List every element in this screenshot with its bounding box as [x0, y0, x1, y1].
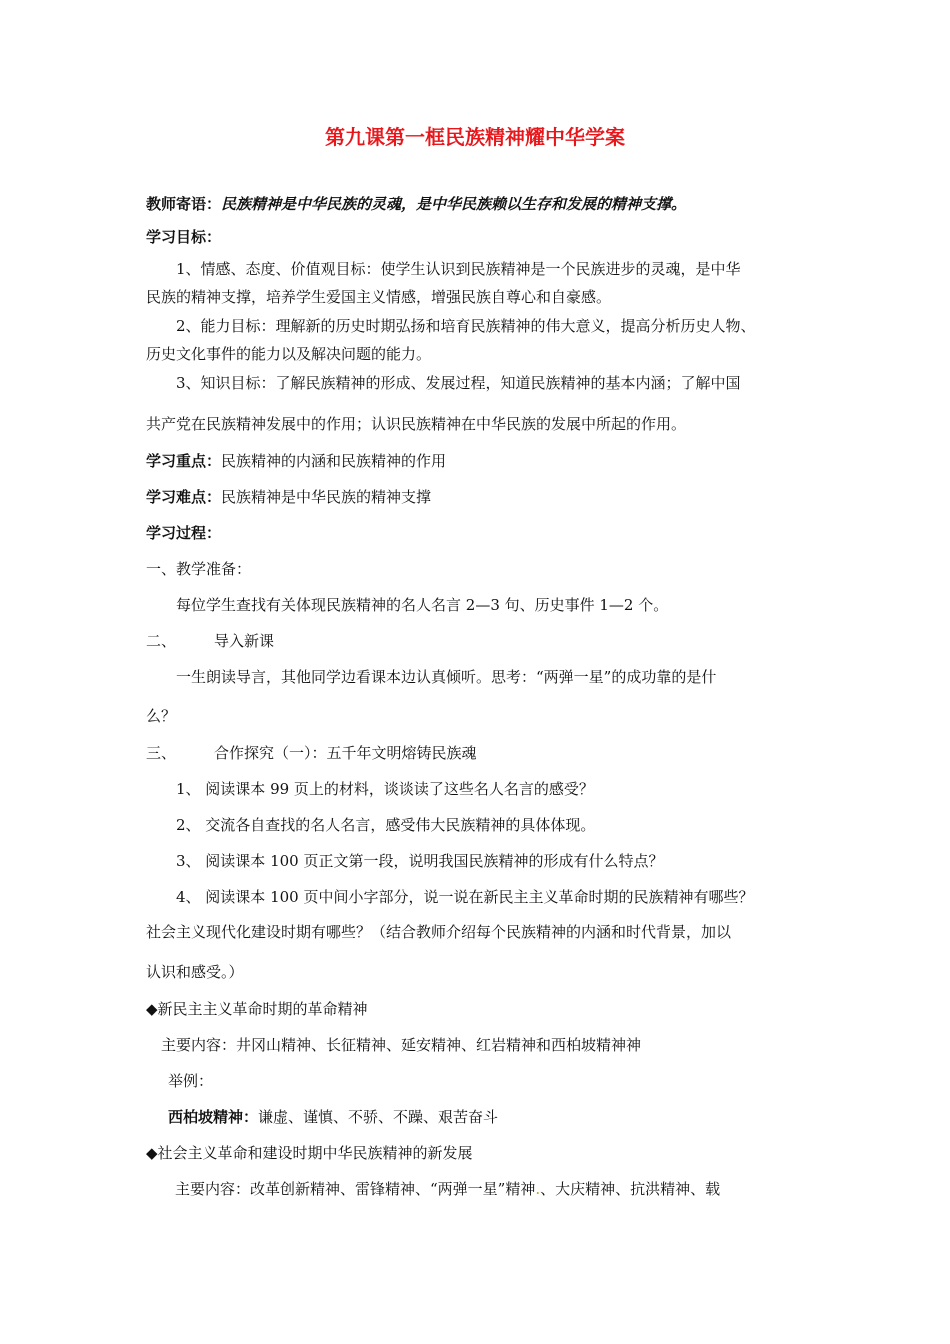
motto-text: 民族精神是中华民族的灵魂，是中华民族赖以生存和发展的精神支撑。: [221, 195, 687, 213]
objective-line: 3、知识目标：了解民族精神的形成、发展过程，知道民族精神的基本内涵；了解中国: [176, 374, 741, 392]
objective-line: 民族的精神支撑，培养学生爱国主义情感，增强民族自尊心和自豪感。: [146, 288, 612, 306]
section-3-continuation: 认识和感受。）: [146, 963, 244, 981]
bullet-1-content: 主要内容：井冈山精神、长征精神、延安精神、红岩精神和西柏坡精神神: [161, 1036, 642, 1054]
section-2-text: 么？: [146, 707, 177, 725]
bullet-1-example-label: 举例：: [168, 1072, 214, 1090]
bullet-2-content: [175, 1179, 720, 1199]
section-1-heading: [146, 559, 251, 579]
key-point-text: 民族精神的内涵和民族精神的作用: [221, 452, 447, 470]
list-item: 4、 阅读课本 100 页中间小字部分，说一说在新民主主义革命时期的民族精神有哪些？: [176, 888, 754, 906]
difficulty-text: 民族精神是中华民族的精神支撑: [221, 488, 432, 506]
difficulty-label: 学习难点：: [146, 488, 222, 506]
section-2-number: 二、: [146, 632, 177, 650]
bullet-2-content-b: 、大庆精神、抗洪精神、载: [540, 1180, 721, 1198]
key-point: [146, 451, 446, 471]
section-1-title: 教学准备：: [176, 560, 252, 578]
key-point-label: 学习重点：: [146, 452, 222, 470]
teacher-motto: [146, 194, 686, 214]
objective-line: 历史文化事件的能力以及解决问题的能力。: [146, 345, 432, 363]
list-item: 3、 阅读课本 100 页正文第一段，说明我国民族精神的形成有什么特点？: [176, 852, 664, 870]
section-2-text: 一生朗读导言，其他同学边看课本边认真倾听。思考：“两弹一星”的成功靠的是什: [176, 668, 717, 686]
bullet-2-heading: ◆社会主义革命和建设时期中华民族精神的新发展: [146, 1144, 473, 1162]
section-2-title: 导入新课: [214, 632, 275, 650]
difficulty: [146, 487, 431, 507]
objectives-heading: 学习目标：: [146, 228, 222, 246]
list-item: 2、 交流各自查找的名人名言，感受伟大民族精神的具体体现。: [176, 816, 596, 834]
motto-label: 教师寄语：: [146, 195, 222, 213]
example-text: 谦虚、谨慎、不骄、不躁、艰苦奋斗: [258, 1108, 499, 1126]
bullet-1-example: [168, 1107, 498, 1127]
objective-line: 2、能力目标：理解新的历史时期弘扬和培育民族精神的伟大意义，提高分析历史人物、: [176, 317, 756, 335]
bullet-1-heading: ◆新民主主义革命时期的革命精神: [146, 1000, 368, 1018]
list-item: 1、 阅读课本 99 页上的材料，谈谈读了这些名人名言的感受？: [176, 780, 594, 798]
section-1-text: 每位学生查找有关体现民族精神的名人名言 2—3 句、历史事件 1—2 个。: [176, 596, 669, 614]
objective-line: 共产党在民族精神发展中的作用；认识民族精神在中华民族的发展中所起的作用。: [146, 415, 687, 433]
process-heading: 学习过程：: [146, 524, 222, 542]
objective-line: 1、情感、态度、价值观目标：使学生认识到民族精神是一个民族进步的灵魂，是中华: [176, 260, 741, 278]
section-3-number: 三、: [146, 744, 177, 762]
bullet-2-content-a: 主要内容：改革创新精神、雷锋精神、“两弹一星”精神: [175, 1180, 536, 1198]
bullet-2-dot: .: [535, 1180, 541, 1198]
example-term: 西柏坡精神：: [168, 1108, 259, 1126]
page-title: 第九课第一框民族精神耀中华学案: [325, 125, 625, 149]
section-1-number: 一、: [146, 560, 177, 578]
section-3-continuation: 社会主义现代化建设时期有哪些？（结合教师介绍每个民族精神的内涵和时代背景，加以: [146, 923, 732, 941]
section-3-title: 合作探究（一）：五千年文明熔铸民族魂: [214, 744, 477, 762]
